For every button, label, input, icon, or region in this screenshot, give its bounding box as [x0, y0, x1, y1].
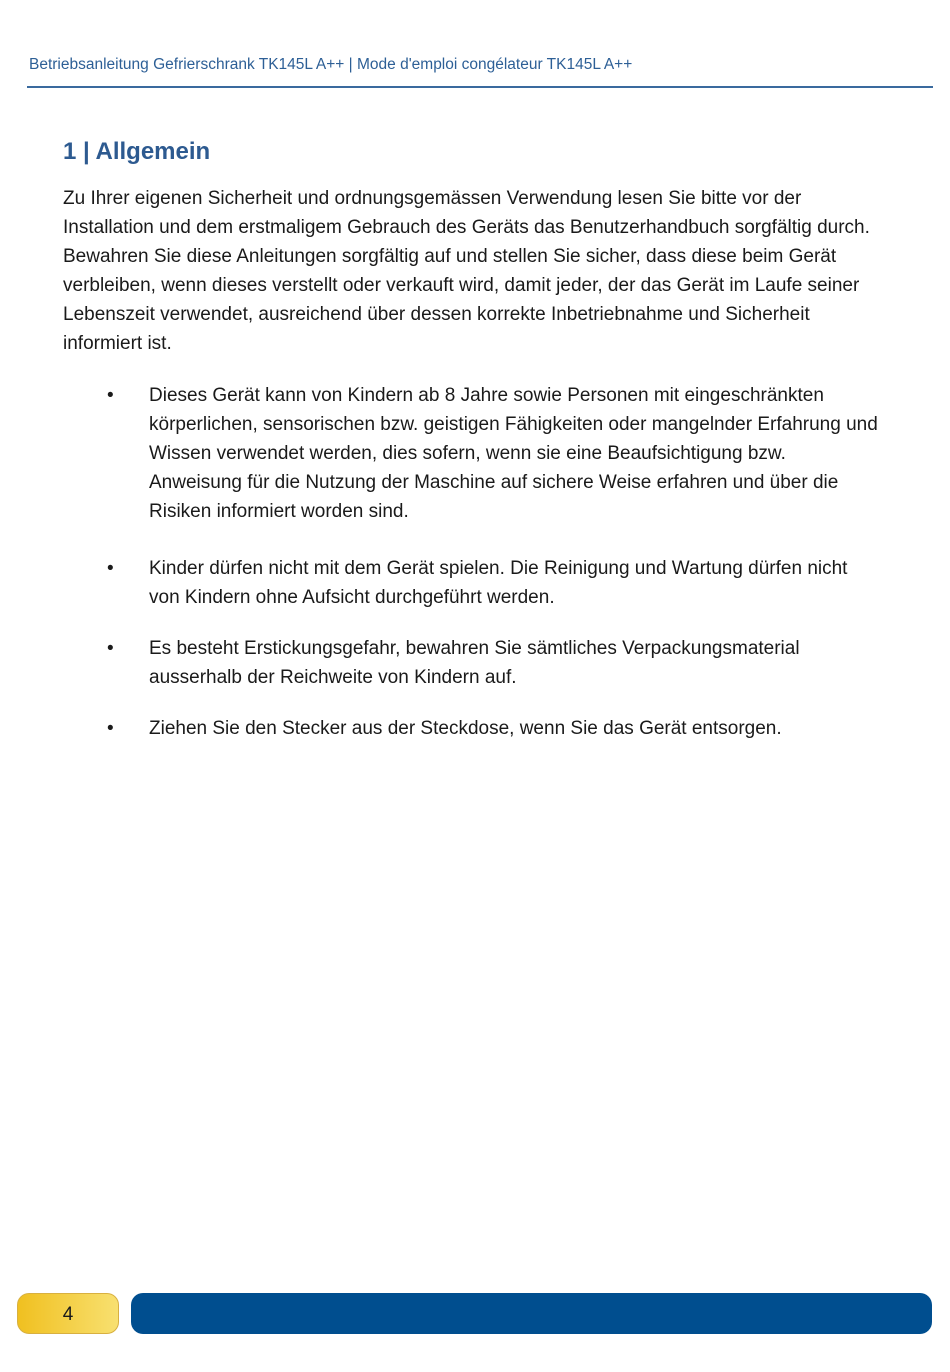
list-item-text [149, 634, 897, 692]
intro-line: Bewahren Sie diese Anleitungen sorgfältig auf und stellen Sie sicher, dass diese beim Gerät [63, 246, 837, 267]
list-item-line: Ziehen Sie den Stecker aus der Steckdose, wenn Sie das Gerät entsorgen. [149, 718, 782, 739]
page-number-badge [17, 1293, 119, 1334]
list-item-text [149, 381, 897, 526]
intro-line: Installation und dem erstmaligem Gebrauch des Geräts das Benutzerhandbuch sorgfältig durch. [63, 217, 870, 238]
list-item-line: Wissen verwendet werden, dies sofern, wenn sie eine Beaufsichtigung bzw. [149, 443, 786, 464]
bullet-icon: • [107, 638, 114, 659]
list-item-text [149, 714, 897, 743]
section-title: 1 | Allgemein [63, 138, 211, 165]
footer-bar [131, 1293, 932, 1334]
bullet-icon: • [107, 718, 114, 739]
list-item-line: Dieses Gerät kann von Kindern ab 8 Jahre sowie Personen mit eingeschränkten [149, 385, 824, 406]
intro-line: Zu Ihrer eigenen Sicherheit und ordnungsgemässen Verwendung lesen Sie bitte vor der [63, 188, 802, 209]
list-item-line: körperlichen, sensorischen bzw. geistigen Fähigkeiten oder mangelnder Erfahrung und [149, 414, 878, 435]
list-item-line: ausserhalb der Reichweite von Kindern auf. [149, 667, 517, 688]
intro-line: Lebenszeit verwendet, ausreichend über dessen korrekte Inbetriebnahme und Sicherheit [63, 304, 810, 325]
list-item-text [149, 554, 897, 612]
list-item-line: Kinder dürfen nicht mit dem Gerät spielen. Die Reinigung und Wartung dürfen nicht [149, 558, 848, 579]
header-divider [27, 86, 933, 88]
bullet-icon: • [107, 385, 114, 406]
list-item-line: von Kindern ohne Aufsicht durchgeführt werden. [149, 587, 555, 608]
running-header: Betriebsanleitung Gefrierschrank TK145L A++ | Mode d'emploi congélateur TK145L A++ [29, 56, 633, 73]
intro-line: verbleiben, wenn dieses verstellt oder verkauft wird, damit jeder, der das Gerät im Laufe seiner [63, 275, 860, 296]
intro-line: informiert ist. [63, 333, 172, 354]
list-item-line: Es besteht Erstickungsgefahr, bewahren Sie sämtliches Verpackungsmaterial [149, 638, 800, 659]
bullet-icon: • [107, 558, 114, 579]
page-number: 4 [62, 1304, 74, 1325]
intro-paragraph [63, 184, 903, 358]
list-item-line: Risiken informiert worden sind. [149, 501, 409, 522]
list-item-line: Anweisung für die Nutzung der Maschine auf sichere Weise erfahren und über die [149, 472, 839, 493]
